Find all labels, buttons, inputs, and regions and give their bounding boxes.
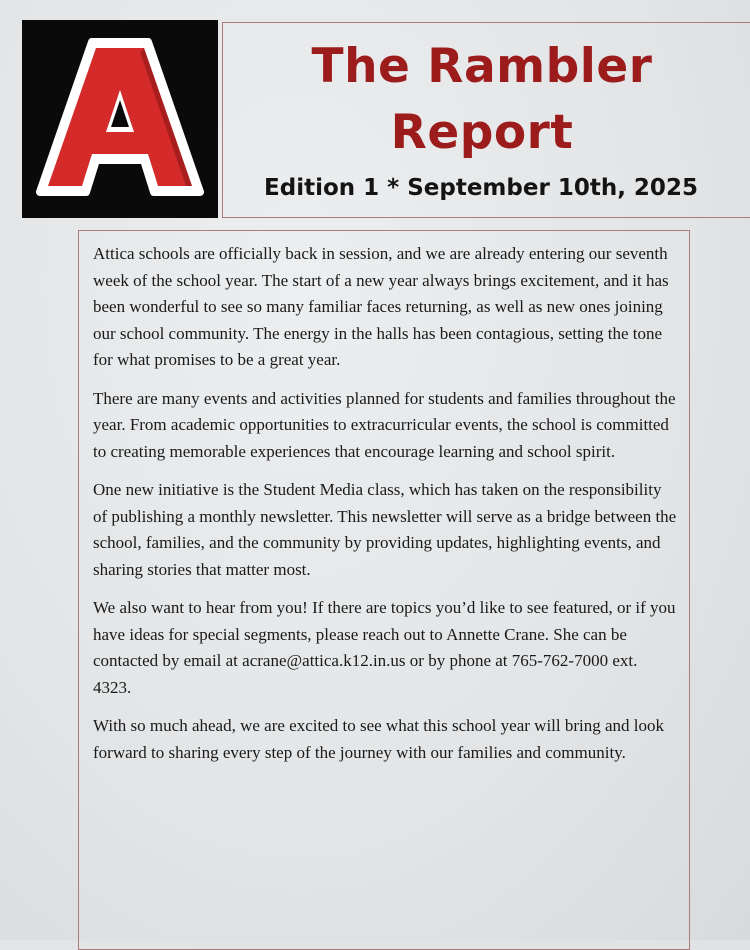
school-logo [22, 20, 218, 218]
article-paragraph: One new initiative is the Student Media class, which has taken on the responsibility of publishing a monthly newsletter. This newsletter will serve as a bridge between the school, families, and the community by providing updates, highlighting events, and sharing stories that matter most. [93, 480, 677, 579]
newsletter-title-line2: Report [390, 105, 574, 160]
article-body [93, 241, 677, 778]
article-box [78, 230, 690, 950]
article-paragraph: Attica schools are officially back in session, and we are already entering our seventh week of the school year. The start of a new year always brings excitement, and it has been wonderful to see so many familiar faces returning, as well as new ones joining our school community. The energy in the halls has been contagious, setting the tone for what promises to be a great year. [93, 244, 669, 369]
masthead [222, 22, 750, 218]
edition-date: Edition 1 * September 10th, 2025 [264, 175, 698, 201]
article-paragraph: With so much ahead, we are excited to see what this school year will bring and look forward to sharing every step of the journey with our families and community. [93, 716, 665, 762]
letter-a-logo-icon [22, 20, 218, 218]
article-paragraph: There are many events and activities planned for students and families throughout the year. From academic opportunities to extracurricular events, the school is committed to creating memorable experiences that encourage learning and school spirit. [93, 388, 676, 461]
newsletter-title-line1: The Rambler [311, 39, 653, 94]
article-paragraph: We also want to hear from you! If there are topics you’d like to see featured, or if you have ideas for special segments, please reach out to Annette Crane. She can be contacted by email at acrane@attica.k12.in.us or by phone at 765-762-7000 ext. 4323. [93, 598, 676, 697]
